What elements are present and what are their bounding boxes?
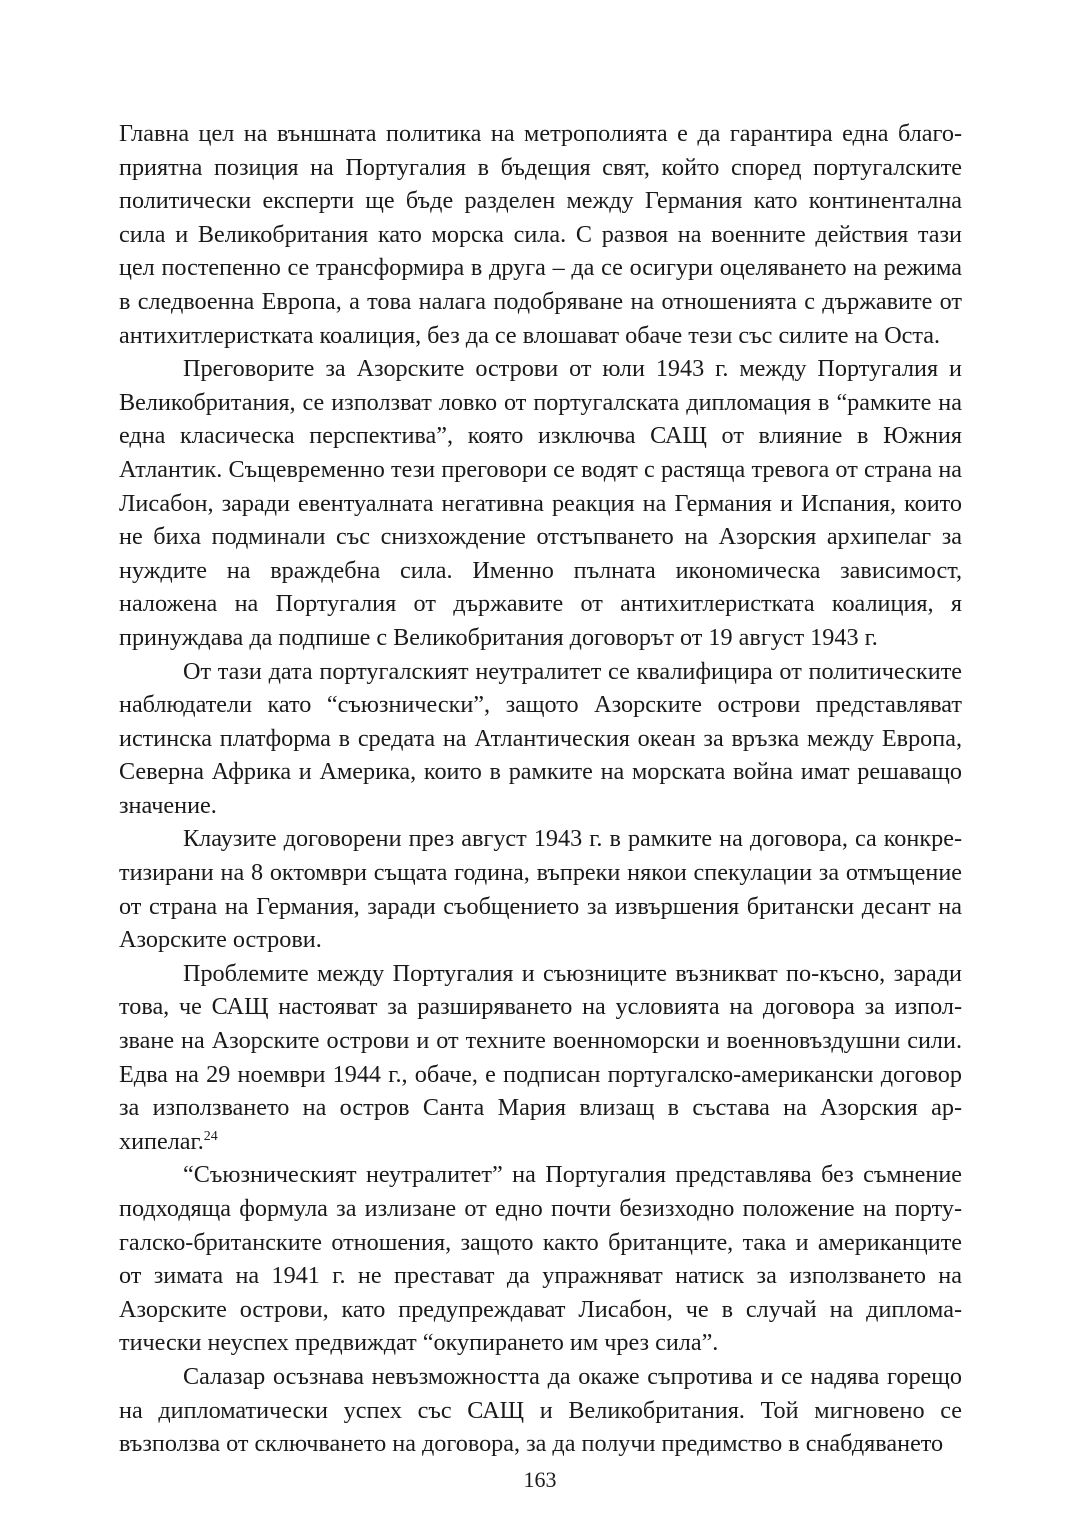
paragraph-2: Преговорите за Азорските острови от юли 1943 г. между Португалия и Великобритания, се използват ловко от португалската дипломация в “рамките на една класическа перспектива”, която изключва САЩ от влияние в Южния Атлантик. Същевременно тези преговори се водят с растяща тревога от страна на Лисабон, заради евентуалната негативна реакция на Германия и Испания, които не биха подминали със снизхождение отстъпването на Азорския архипелаг за нуждите на враждебна сила. Именно пълната икономическа зависимост, наложена на Португалия от държавите от антихитлеристката коалиция, я принуждава да подпише с Великобритания договорът от 19 август 1943 г. — [119, 355, 962, 651]
paragraph-1: Главна цел на външната политика на метрополията е да гарантира една благоприятна позиция на Португалия в бъдещия свят, който според португалските политически експерти ще бъде разделен между Германия като континентална сила и Великобритания като морска сила. С развоя на военните действия тази цел постепенно се трансформира в друга – да се осигури оцеляването на режима в следвоенна Европа, а това налага подобряване на отношенията с държавите от антихитлеристката коалиция, без да се влошават обаче тези със силите на Оста. — [119, 120, 962, 349]
paragraph-3: От тази дата португалският неутралитет се квалифицира от политическите наблюдатели като “съюзнически”, защото Азорските острови представляват истинска платформа в средата на Атлантическия океан за връзка между Европа, Северна Африка и Америка, които в рамките на морската война имат решаващо значение. — [119, 657, 962, 819]
paragraph-7: Салазар осъзнава невъзможността да окаже съпротива и се надява горещо на дипломатически успех със САЩ и Великобритания. Той мигновено се възползва от сключването на договора, за да получи предимство в снабдяването — [119, 1362, 962, 1458]
paragraph-6: “Съюзническият неутралитет” на Португалия представлява без съмнение подходяща формула за излизане от едно почти безизходно положение на португалско-британските отношения, защото както британците, така и американците от зимата на 1941 г. не престават да упражняват натиск за използването на Азорските острови, като предупреждават Лисабон, че в случай на дипломатически неуспех предвиждат “окупирането им чрез сила”. — [119, 1161, 962, 1357]
body-text — [119, 117, 962, 1461]
paragraph-4: Клаузите договорени през август 1943 г. в рамките на договора, са конкретизирани на 8 октомври същата година, въпреки някои спекулации за отмъщение от страна на Германия, заради съобщението за извършения британски десант на Азорските острови. — [119, 825, 962, 954]
footnote-marker: 24 — [203, 1128, 218, 1144]
paragraph-5-text: Проблемите между Португалия и съюзниците възникват по-късно, заради това, че САЩ настояват за разширяването на условията на договора за използване на Азорските острови и от техните военноморски и военновъздушни сили. Едва на 29 ноември 1944 г., обаче, е подписан португалско-американски договор за използването на остров Санта Мария влизащ в състава на Азорския архипелаг. — [119, 959, 962, 1155]
paragraph-5 — [119, 957, 962, 1159]
page-number: 163 — [523, 1467, 557, 1492]
